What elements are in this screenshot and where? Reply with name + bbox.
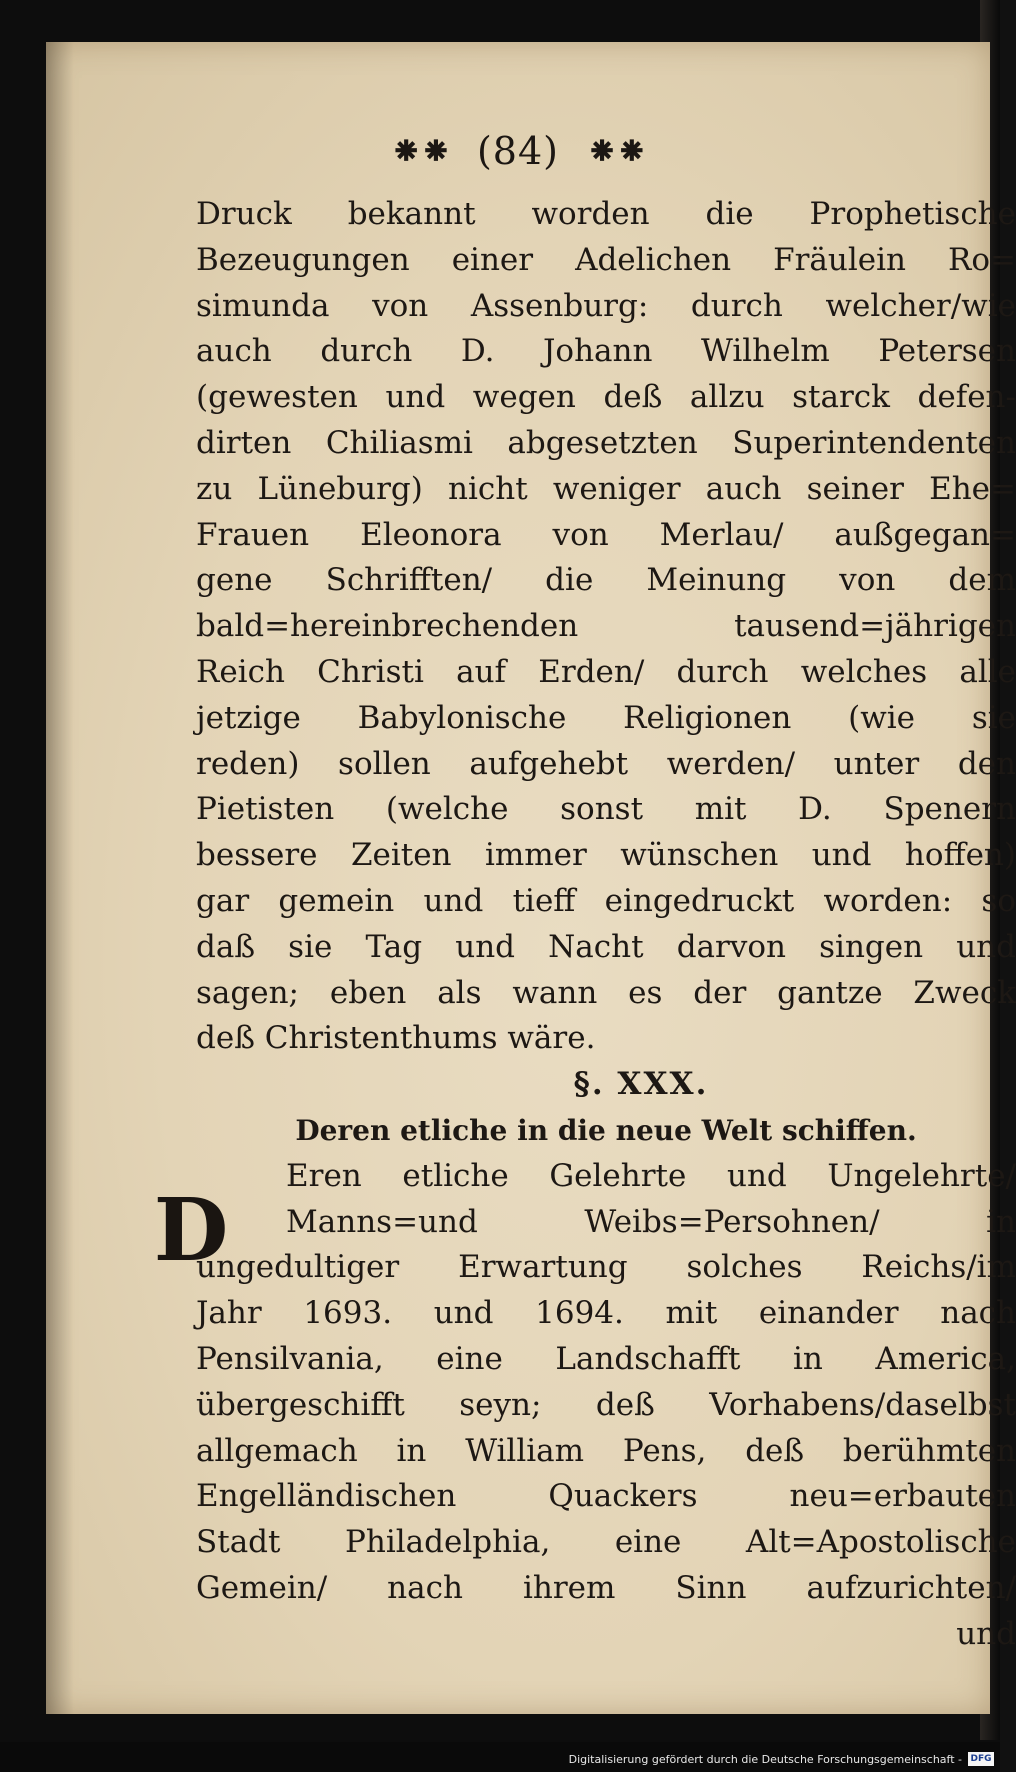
paragraph-2 (196, 1154, 1016, 1612)
text-line: gene Schrifften/ die Meinung von dem (196, 562, 1016, 599)
text-line: Manns=und Weibs=Persohnen/ in (286, 1203, 1016, 1240)
text-line: gar gemein und tieff eingedruckt worden: so (196, 882, 1016, 919)
text-line: Reich Christi auf Erden/ durch welches alle (196, 653, 1016, 690)
text-line: bessere Zeiten immer wünschen und hoffen) (196, 837, 1016, 874)
text-line: Gemein/ nach ihrem Sinn aufzurichten/ (196, 1569, 1016, 1606)
text-line: Engelländischen Quackers neu=erbauten (196, 1478, 1016, 1515)
page-number: (84) (476, 129, 559, 173)
book-page (46, 42, 1016, 1714)
text-line: simunda von Assenburg: durch welcher/wie (196, 287, 1016, 324)
text-line: daß sie Tag und Nacht darvon singen und (196, 928, 1016, 965)
drop-cap-initial: D (153, 1180, 229, 1281)
text-line: ungedultiger Erwartung solches Reichs/im (196, 1249, 1016, 1286)
text-line: auch durch D. Johann Wilhelm Petersen (196, 333, 1016, 370)
text-line: Druck bekannt worden die Prophetische (196, 196, 1016, 232)
text-line: allgemach in William Pens, deß berühmten (196, 1432, 1016, 1469)
text-line: sagen; eben als wann es der gantze Zweck (196, 974, 1016, 1011)
text-line: jetzige Babylonische Religionen (wie sie (196, 699, 1016, 736)
text-line: Pensilvania, eine Landschafft in America, (196, 1340, 1016, 1377)
catchword: und (956, 1615, 1016, 1652)
page-text (196, 192, 1016, 1658)
text-line: Bezeugungen einer Adelichen Fräulein Ro= (196, 241, 1016, 278)
digitization-credit: Digitalisierung gefördert durch die Deutsche Forschungsgemeinschaft - (568, 1753, 962, 1766)
text-line: dirten Chiliasmi abgesetzten Superintendenten (196, 424, 1016, 461)
text-line: reden) sollen aufgehebt werden/ unter den (196, 745, 1016, 782)
text-line: (gewesten und wegen deß allzu starck defen- (196, 379, 1016, 416)
page-header (46, 128, 990, 173)
text-line: Jahr 1693. und 1694. mit einander nach (196, 1295, 1016, 1332)
text-line: deß Christenthums wäre. (196, 1020, 596, 1057)
section-heading: Deren etliche in die neue Welt schiffen. (295, 1113, 917, 1147)
header-ornament-left: ⁕⁕ (390, 128, 450, 173)
text-line: bald=hereinbrechenden tausend=jährigen (196, 608, 1016, 645)
text-line: Pietisten (welche sonst mit D. Spenern (196, 791, 1016, 828)
text-line: Eren etliche Gelehrte und Ungelehrte/ (286, 1157, 1016, 1194)
dfg-logo-icon: DFG (968, 1752, 994, 1766)
text-line: Frauen Eleonora von Merlau/ außgegan= (196, 516, 1016, 553)
text-line: zu Lüneburg) nicht weniger auch seiner Ehe= (196, 470, 1016, 507)
text-line: übergeschifft seyn; deß Vorhabens/daselbst (196, 1386, 1016, 1423)
paragraph-1 (196, 192, 1016, 1062)
section-number: §. XXX. (573, 1066, 709, 1103)
header-ornament-right: ⁕⁕ (586, 128, 646, 173)
text-line: Stadt Philadelphia, eine Alt=Apostolische (196, 1524, 1016, 1561)
